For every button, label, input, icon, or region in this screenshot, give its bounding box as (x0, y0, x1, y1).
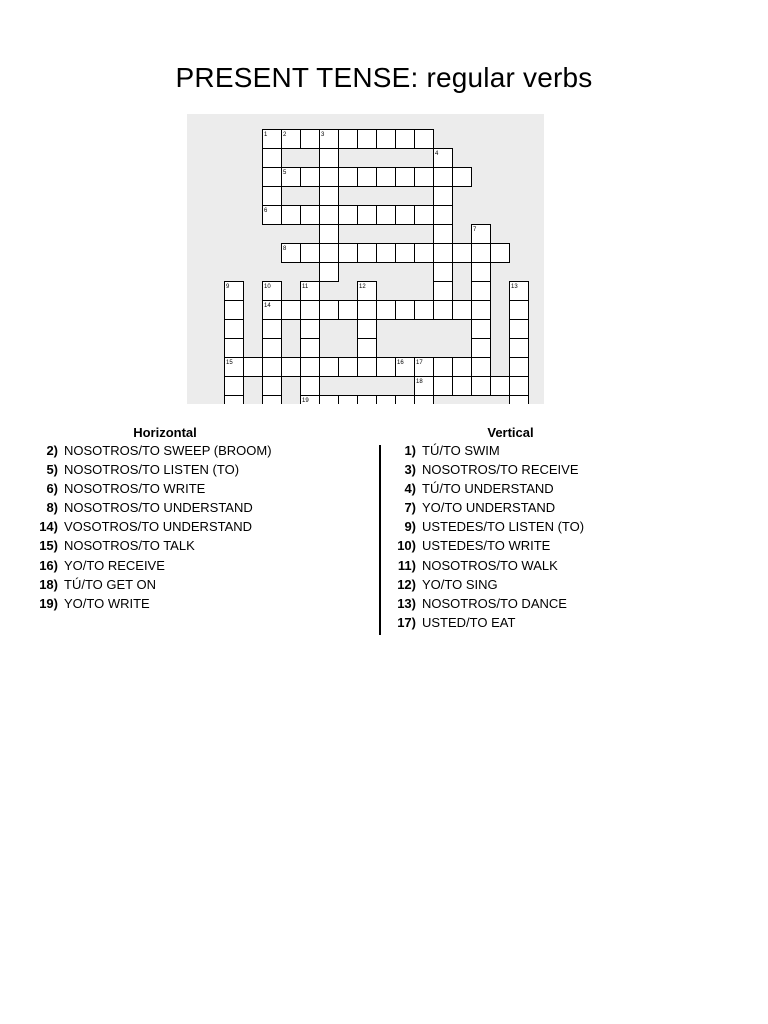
across-clue-text: NOSOTROS/TO UNDERSTAND (64, 500, 253, 516)
grid-cell[interactable] (396, 396, 415, 405)
grid-cell[interactable] (491, 377, 510, 396)
grid-cell-number: 15 (226, 360, 233, 366)
grid-cell[interactable] (434, 187, 453, 206)
grid-cell[interactable] (396, 130, 415, 149)
down-clue-number: 9) (404, 519, 416, 535)
grid-cell[interactable] (434, 206, 453, 225)
across-heading: Horizontal (133, 425, 197, 440)
grid-cell[interactable] (396, 301, 415, 320)
down-clue-number: 3) (404, 462, 416, 478)
across-clue-text: TÚ/TO GET ON (64, 576, 156, 592)
across-clue (30, 517, 340, 536)
grid-cell[interactable] (396, 206, 415, 225)
grid-cell[interactable] (472, 358, 491, 377)
grid-cell[interactable] (301, 301, 320, 320)
grid-cell[interactable] (301, 377, 320, 396)
across-clue-number: 15) (39, 538, 58, 554)
grid-cell[interactable] (472, 320, 491, 339)
grid-cell[interactable] (510, 377, 529, 396)
grid-cell[interactable] (282, 206, 301, 225)
grid-cell[interactable] (339, 130, 358, 149)
grid-cell[interactable] (339, 358, 358, 377)
grid-cell[interactable] (358, 358, 377, 377)
grid-cell[interactable] (358, 130, 377, 149)
across-clue-text: NOSOTROS/TO TALK (64, 538, 195, 554)
grid-cell[interactable] (434, 244, 453, 263)
grid-cell[interactable] (377, 244, 396, 263)
grid-cell-number: 13 (511, 284, 518, 290)
grid-cell[interactable] (415, 168, 434, 187)
down-clue-text: TÚ/TO UNDERSTAND (422, 481, 554, 497)
grid-cell-number: 8 (283, 246, 287, 252)
grid-cell-number: 18 (416, 379, 423, 385)
grid-cell[interactable] (263, 149, 282, 168)
grid-cell[interactable] (510, 339, 529, 358)
grid-cell[interactable] (415, 244, 434, 263)
grid-cell[interactable] (320, 225, 339, 244)
grid-cell[interactable] (339, 168, 358, 187)
across-clue (30, 441, 340, 460)
across-clue (30, 556, 340, 575)
down-clue (388, 556, 688, 575)
grid-cell[interactable] (320, 358, 339, 377)
across-clue-text: NOSOTROS/TO WRITE (64, 481, 206, 497)
across-clue (30, 536, 340, 555)
grid-cell[interactable] (358, 320, 377, 339)
grid-cell[interactable] (358, 244, 377, 263)
grid-cell[interactable] (453, 377, 472, 396)
across-clue (30, 575, 340, 594)
grid-cell[interactable] (263, 396, 282, 405)
grid-cell-number: 14 (264, 303, 271, 309)
grid-cell[interactable] (320, 301, 339, 320)
grid-cell[interactable] (339, 301, 358, 320)
grid-cell-number: 10 (264, 284, 271, 290)
grid-cell[interactable] (434, 225, 453, 244)
across-clue-text: YO/TO WRITE (64, 595, 150, 611)
grid-cell[interactable] (510, 396, 529, 405)
grid-cell[interactable] (434, 168, 453, 187)
grid-cell[interactable] (510, 320, 529, 339)
grid-cell-number: 19 (302, 398, 309, 404)
across-clue-text: VOSOTROS/TO UNDERSTAND (64, 519, 253, 535)
grid-cell[interactable] (263, 358, 282, 377)
grid-cell[interactable] (301, 206, 320, 225)
grid-cell[interactable] (358, 206, 377, 225)
down-clue-number: 17) (397, 614, 416, 630)
across-clue-list (30, 441, 340, 613)
grid-cell[interactable] (358, 339, 377, 358)
grid-cell[interactable] (415, 396, 434, 405)
grid-cell-number: 4 (435, 151, 439, 157)
grid-cell[interactable] (320, 206, 339, 225)
grid-cell[interactable] (434, 282, 453, 301)
grid-cell-number: 9 (226, 284, 230, 290)
across-clue-number: 19) (39, 595, 58, 611)
grid-cell[interactable] (434, 377, 453, 396)
across-clues (30, 425, 340, 613)
grid-cell[interactable] (301, 339, 320, 358)
down-clue-text: NOSOTROS/TO WALK (422, 557, 558, 573)
grid-cell[interactable] (301, 168, 320, 187)
across-clue-number: 14) (39, 519, 58, 535)
grid-cell[interactable] (263, 187, 282, 206)
crossword-grid (187, 114, 544, 404)
down-clue-text: USTEDES/TO LISTEN (TO) (422, 519, 585, 535)
down-clue-text: USTED/TO EAT (422, 614, 516, 630)
grid-cell-number: 2 (283, 132, 287, 138)
grid-cell[interactable] (510, 301, 529, 320)
grid-cell-number: 11 (302, 284, 309, 290)
across-clue (30, 498, 340, 517)
grid-cell-number: 5 (283, 170, 287, 176)
grid-cell[interactable] (263, 339, 282, 358)
grid-cell[interactable] (263, 168, 282, 187)
grid-cell[interactable] (472, 339, 491, 358)
page-title: PRESENT TENSE: regular verbs (175, 62, 593, 93)
down-clue-number: 12) (397, 576, 416, 592)
grid-cell[interactable] (263, 377, 282, 396)
down-clue-number: 7) (404, 500, 416, 516)
across-clue-number: 18) (39, 576, 58, 592)
grid-cell-number: 7 (473, 227, 477, 233)
grid-cell[interactable] (377, 396, 396, 405)
down-clue-number: 13) (397, 595, 416, 611)
grid-cell[interactable] (282, 301, 301, 320)
grid-cell[interactable] (377, 130, 396, 149)
grid-cell-number: 17 (416, 360, 423, 366)
grid-cell[interactable] (263, 320, 282, 339)
grid-cell[interactable] (301, 130, 320, 149)
down-clue-number: 4) (404, 481, 416, 497)
grid-cell[interactable] (377, 358, 396, 377)
grid-cell[interactable] (320, 187, 339, 206)
grid-cell[interactable] (472, 263, 491, 282)
grid-cell[interactable] (415, 130, 434, 149)
across-clue-number: 5) (46, 462, 58, 478)
down-clue (388, 613, 688, 632)
grid-cell[interactable] (339, 396, 358, 405)
grid-cell[interactable] (244, 358, 263, 377)
grid-cell[interactable] (225, 396, 244, 405)
grid-cell[interactable] (225, 377, 244, 396)
grid-cell-number: 16 (397, 360, 404, 366)
grid-cell[interactable] (434, 263, 453, 282)
down-clue-text: TÚ/TO SWIM (422, 443, 500, 458)
grid-cell-number: 6 (264, 208, 268, 214)
grid-cell[interactable] (225, 339, 244, 358)
grid-cell[interactable] (377, 168, 396, 187)
grid-cell[interactable] (453, 168, 472, 187)
grid-cell[interactable] (396, 244, 415, 263)
grid-cell[interactable] (358, 396, 377, 405)
across-clue-number: 2) (46, 443, 58, 458)
down-clue (388, 517, 688, 536)
grid-cell[interactable] (225, 301, 244, 320)
grid-cell[interactable] (225, 320, 244, 339)
grid-cell[interactable] (320, 263, 339, 282)
across-clue-number: 6) (46, 481, 58, 497)
grid-cell[interactable] (415, 206, 434, 225)
grid-cell[interactable] (339, 206, 358, 225)
grid-cell[interactable] (339, 244, 358, 263)
grid-cell[interactable] (301, 358, 320, 377)
across-clue (30, 479, 340, 498)
across-clue-text: NOSOTROS/TO LISTEN (TO) (64, 462, 240, 478)
down-clue (388, 536, 688, 555)
grid-cell-number: 1 (264, 132, 268, 138)
grid-cell[interactable] (434, 358, 453, 377)
grid-cell[interactable] (472, 377, 491, 396)
grid-cell[interactable] (320, 168, 339, 187)
down-clue-text: NOSOTROS/TO DANCE (422, 595, 567, 611)
grid-cell[interactable] (301, 244, 320, 263)
across-clue (30, 460, 340, 479)
grid-cell-number: 12 (359, 284, 366, 290)
down-clue-text: USTEDES/TO WRITE (422, 538, 551, 554)
down-clue (388, 479, 688, 498)
grid-cell[interactable] (434, 301, 453, 320)
grid-cell[interactable] (491, 244, 510, 263)
down-clue-number: 10) (397, 538, 416, 554)
grid-cell[interactable] (453, 244, 472, 263)
grid-cell[interactable] (358, 168, 377, 187)
down-clue (388, 575, 688, 594)
grid-cell-number: 3 (321, 132, 325, 138)
grid-cell[interactable] (453, 301, 472, 320)
grid-cell[interactable] (282, 358, 301, 377)
grid-cell[interactable] (472, 301, 491, 320)
grid-cell[interactable] (472, 244, 491, 263)
grid-cell[interactable] (320, 149, 339, 168)
down-clue-text: YO/TO UNDERSTAND (422, 500, 556, 516)
crossword-grid-svg (187, 114, 544, 404)
down-clue-text: NOSOTROS/TO RECEIVE (422, 462, 579, 478)
down-clue (388, 460, 688, 479)
down-clue (388, 594, 688, 613)
column-divider (379, 445, 381, 635)
grid-cell[interactable] (472, 282, 491, 301)
down-clue-list (388, 441, 688, 632)
down-clues (388, 425, 688, 632)
down-clue-text: YO/TO SING (422, 576, 498, 592)
grid-cell[interactable] (510, 358, 529, 377)
grid-cell[interactable] (377, 301, 396, 320)
down-clue (388, 441, 688, 460)
grid-cell[interactable] (396, 168, 415, 187)
grid-cell[interactable] (377, 206, 396, 225)
across-clue-text: NOSOTROS/TO SWEEP (BROOM) (64, 443, 272, 458)
across-clue-text: YO/TO RECEIVE (64, 557, 165, 573)
across-clue-number: 8) (46, 500, 58, 516)
across-clue-number: 16) (39, 557, 58, 573)
down-clue-number: 1) (404, 443, 416, 458)
grid-cell[interactable] (453, 358, 472, 377)
grid-cell[interactable] (320, 396, 339, 405)
across-clue (30, 594, 340, 613)
grid-cell[interactable] (301, 320, 320, 339)
down-clue-number: 11) (397, 557, 416, 573)
grid-cell[interactable] (358, 301, 377, 320)
down-clue (388, 498, 688, 517)
grid-cell[interactable] (415, 301, 434, 320)
grid-cell[interactable] (320, 244, 339, 263)
down-heading: Vertical (487, 425, 534, 440)
